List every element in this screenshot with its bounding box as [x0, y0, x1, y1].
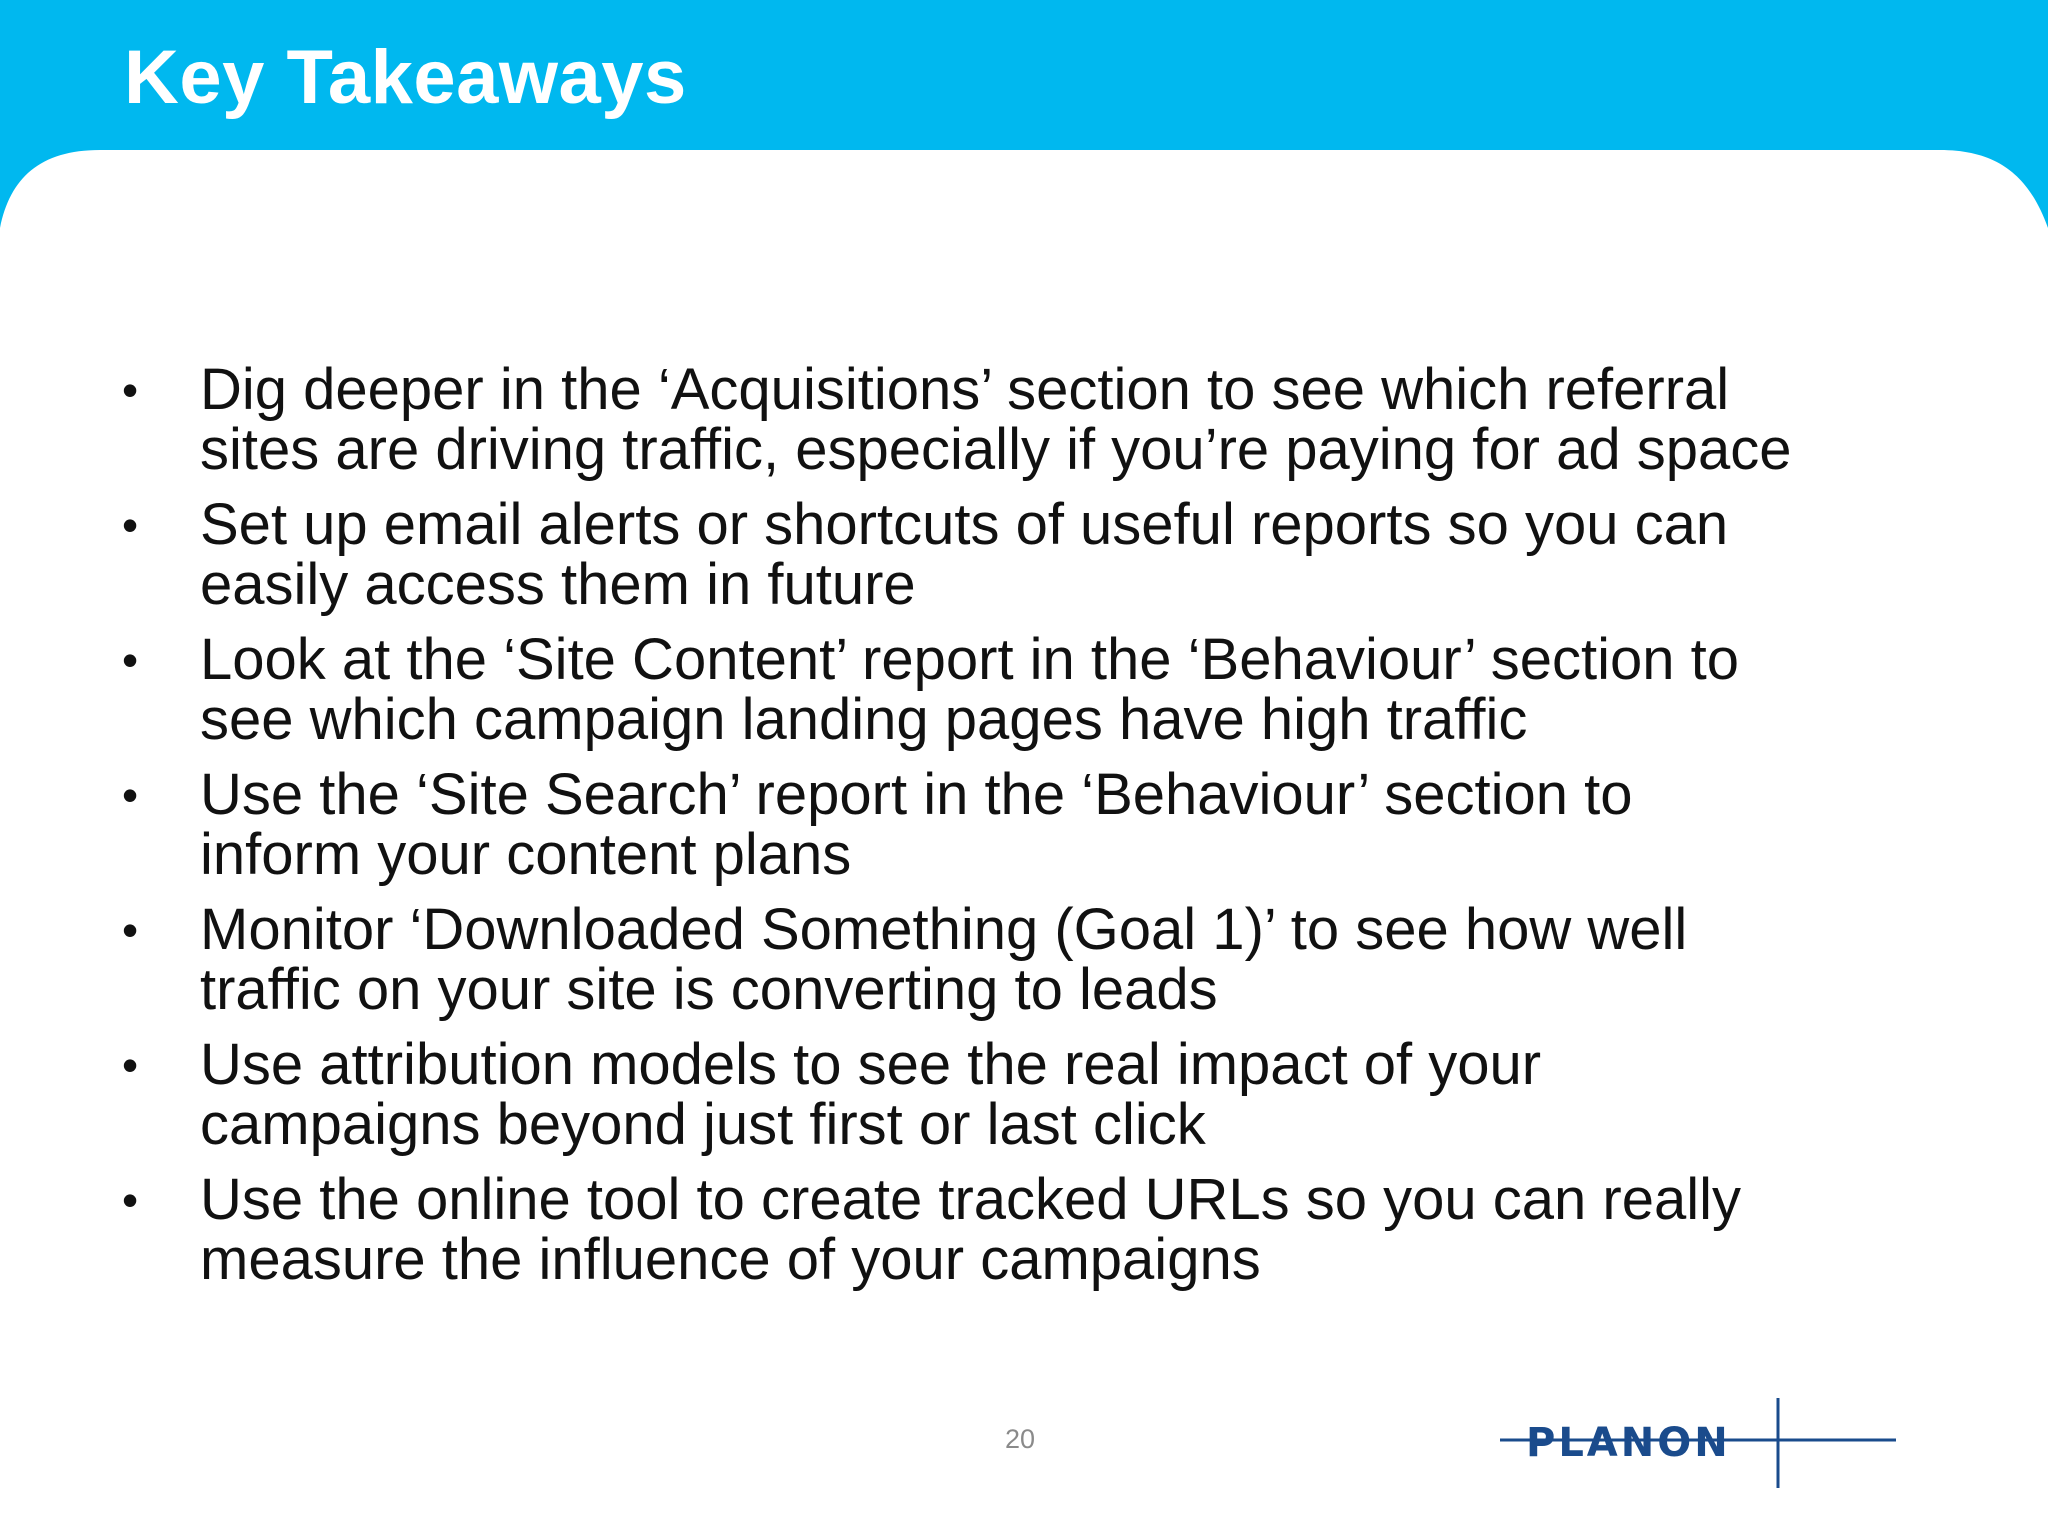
page-number: 20: [1004, 1424, 1036, 1454]
bullet-line: campaigns beyond just first or last click: [200, 1092, 1206, 1157]
bullet-item: [120, 762, 1980, 887]
bullet-icon: •: [122, 634, 139, 686]
bullet-icon: •: [122, 1174, 139, 1226]
bullet-line: Monitor ‘Downloaded Something (Goal 1)’ to see how well: [200, 897, 1688, 962]
bullet-icon: •: [122, 1039, 139, 1091]
bullet-line: sites are driving traffic, especially if you’re paying for ad space: [200, 417, 1792, 482]
bullet-line: Use attribution models to see the real impact of your: [200, 1032, 1542, 1097]
bullet-item: [120, 627, 1980, 752]
bullet-icon: •: [122, 364, 139, 416]
bullet-item: [120, 897, 1980, 1022]
header-curve: [0, 148, 2048, 228]
logo-text: PLANON: [1526, 1420, 1731, 1466]
bullet-line: inform your content plans: [200, 822, 852, 887]
bullet-icon: •: [122, 769, 139, 821]
bullet-line: traffic on your site is converting to leads: [200, 957, 1218, 1022]
planon-logo: [1496, 1396, 1902, 1490]
bullet-line: Look at the ‘Site Content’ report in the ‘Behaviour’ section to: [200, 627, 1739, 692]
bullet-line: Use the online tool to create tracked URLs so you can really: [200, 1167, 1742, 1232]
bullet-line: Set up email alerts or shortcuts of useful reports so you can: [200, 492, 1729, 557]
bullet-list: [120, 357, 1980, 1305]
bullet-icon: •: [122, 499, 139, 551]
bullet-item: [120, 357, 1980, 482]
bullet-line: Use the ‘Site Search’ report in the ‘Behaviour’ section to: [200, 762, 1633, 827]
bullet-line: see which campaign landing pages have high traffic: [200, 687, 1528, 752]
slide-title: Key Takeaways: [124, 35, 687, 120]
bullet-line: easily access them in future: [200, 552, 916, 617]
bullet-line: measure the influence of your campaigns: [200, 1227, 1261, 1292]
bullet-line: Dig deeper in the ‘Acquisitions’ section to see which referral: [200, 357, 1730, 422]
bullet-item: [120, 1032, 1980, 1157]
bullet-item: [120, 492, 1980, 617]
bullet-item: [120, 1167, 1980, 1292]
bullet-icon: •: [122, 904, 139, 956]
